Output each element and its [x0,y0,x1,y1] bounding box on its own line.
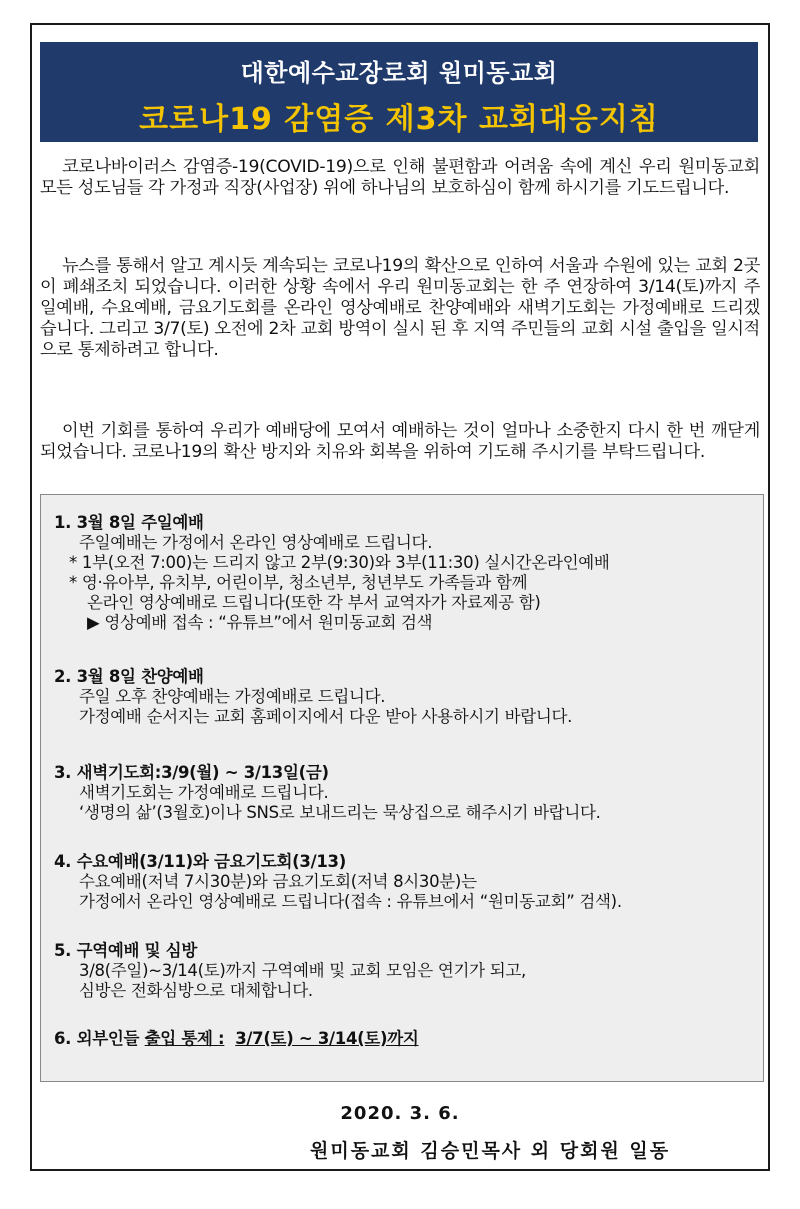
church-name: 대한예수교장로회 원미동교회 [240,59,558,87]
item-title-prefix: 6. 외부인들 [54,1029,145,1048]
item-line: 새벽기도회는 가정예배로 드립니다. [79,783,329,802]
item-line: 주일 오후 찬양예배는 가정예배로 드립니다. [79,687,386,706]
item-line: 심방은 전화심방으로 대체합니다. [79,981,313,1000]
guideline-box [40,494,764,1082]
prayer-paragraph: 이번 기회를 통하여 우리가 예배당에 모여서 예배하는 것이 얼마나 소중한지 다시 한 번 깨닫게 되었습니다. 코로나19의 확산 방지와 치유와 회복을 위하여 기도해 주시기를 부탁드립니다. [40,421,760,462]
item-title: 5. 구역예배 및 심방 [54,941,197,960]
item-title: 4. 수요예배(3/11)와 금요기도회(3/13) [54,852,346,871]
issue-date: 2020. 3. 6. [340,1103,460,1124]
guideline-item-access-control [54,1029,754,1049]
guideline-item-praise-worship [54,667,754,727]
item-line: ▶ 영상예배 접속 : “유튜브”에서 원미동교회 검색 [87,613,433,632]
header-banner [40,42,758,142]
notice-title: 코로나19 감염증 제3차 교회대응지침 [139,102,659,137]
guideline-item-weekday-worship [54,852,754,912]
item-title [54,1029,754,1049]
signature: 원미동교회 김승민목사 외 당회원 일동 [310,1140,671,1162]
item-line: * 1부(오전 7:00)는 드리지 않고 2부(9:30)와 3부(11:30) 실시간온라인예배 [69,553,610,572]
intro-paragraph: 코로나바이러스 감염증-19(COVID-19)으로 인해 불편함과 어려움 속에 계신 우리 원미동교회 모든 성도님들 각 가정과 직장(사업장) 위에 하나님의 보호하심이 함께 하시기를 기도드립니다. [40,157,760,198]
access-control-label: 출입 통제 : [144,1029,225,1048]
item-line: 가정예배 순서지는 교회 홈페이지에서 다운 받아 사용하시기 바랍니다. [79,707,573,726]
guideline-item-district-worship [54,941,754,1001]
item-title: 3. 새벽기도회:3/9(월) ~ 3/13일(금) [54,763,329,782]
item-line: * 영·유아부, 유치부, 어린이부, 청소년부, 청년부도 가족들과 함께 [69,573,528,592]
guideline-item-dawn-prayer [54,763,754,823]
item-title: 1. 3월 8일 주일예배 [54,513,204,532]
item-line: 수요예배(저녁 7시30분)와 금요기도회(저녁 8시30분)는 [79,872,477,891]
situation-paragraph: 뉴스를 통해서 알고 계시듯 계속되는 코로나19의 확산으로 인하여 서울과 수원에 있는 교회 2곳이 폐쇄조치 되었습니다. 이러한 상황 속에서 우리 원미동교회는 한 주 연장하여 3/14(토)까지 주일예배, 수요예배, 금요기도회를 온라인 영상예배로 찬양예배와 새벽기도회는 가정예배로 드리겠습니다. 그리고 3/7(토) 오전에 2차 교회 방역이 실시 된 후 지역 주민들의 교회 시설 출입을 일시적으로 통제하려고 합니다. [40,256,760,360]
access-control-period: 3/7(토) ~ 3/14(토)까지 [235,1029,419,1048]
item-line: 온라인 영상예배로 드립니다(또한 각 부서 교역자가 자료제공 함) [87,593,541,612]
item-line: 가정에서 온라인 영상예배로 드립니다(접속 : 유튜브에서 “원미동교회” 검색). [79,892,622,911]
item-line: 주일예배는 가정에서 온라인 영상예배로 드립니다. [79,533,433,552]
item-line: 3/8(주일)~3/14(토)까지 구역예배 및 교회 모임은 연기가 되고, [79,961,526,980]
item-title: 2. 3월 8일 찬양예배 [54,667,204,686]
item-line: ‘생명의 삶’(3월호)이나 SNS로 보내드리는 묵상집으로 해주시기 바랍니다. [79,803,601,822]
guideline-item-sunday-worship [54,513,754,633]
